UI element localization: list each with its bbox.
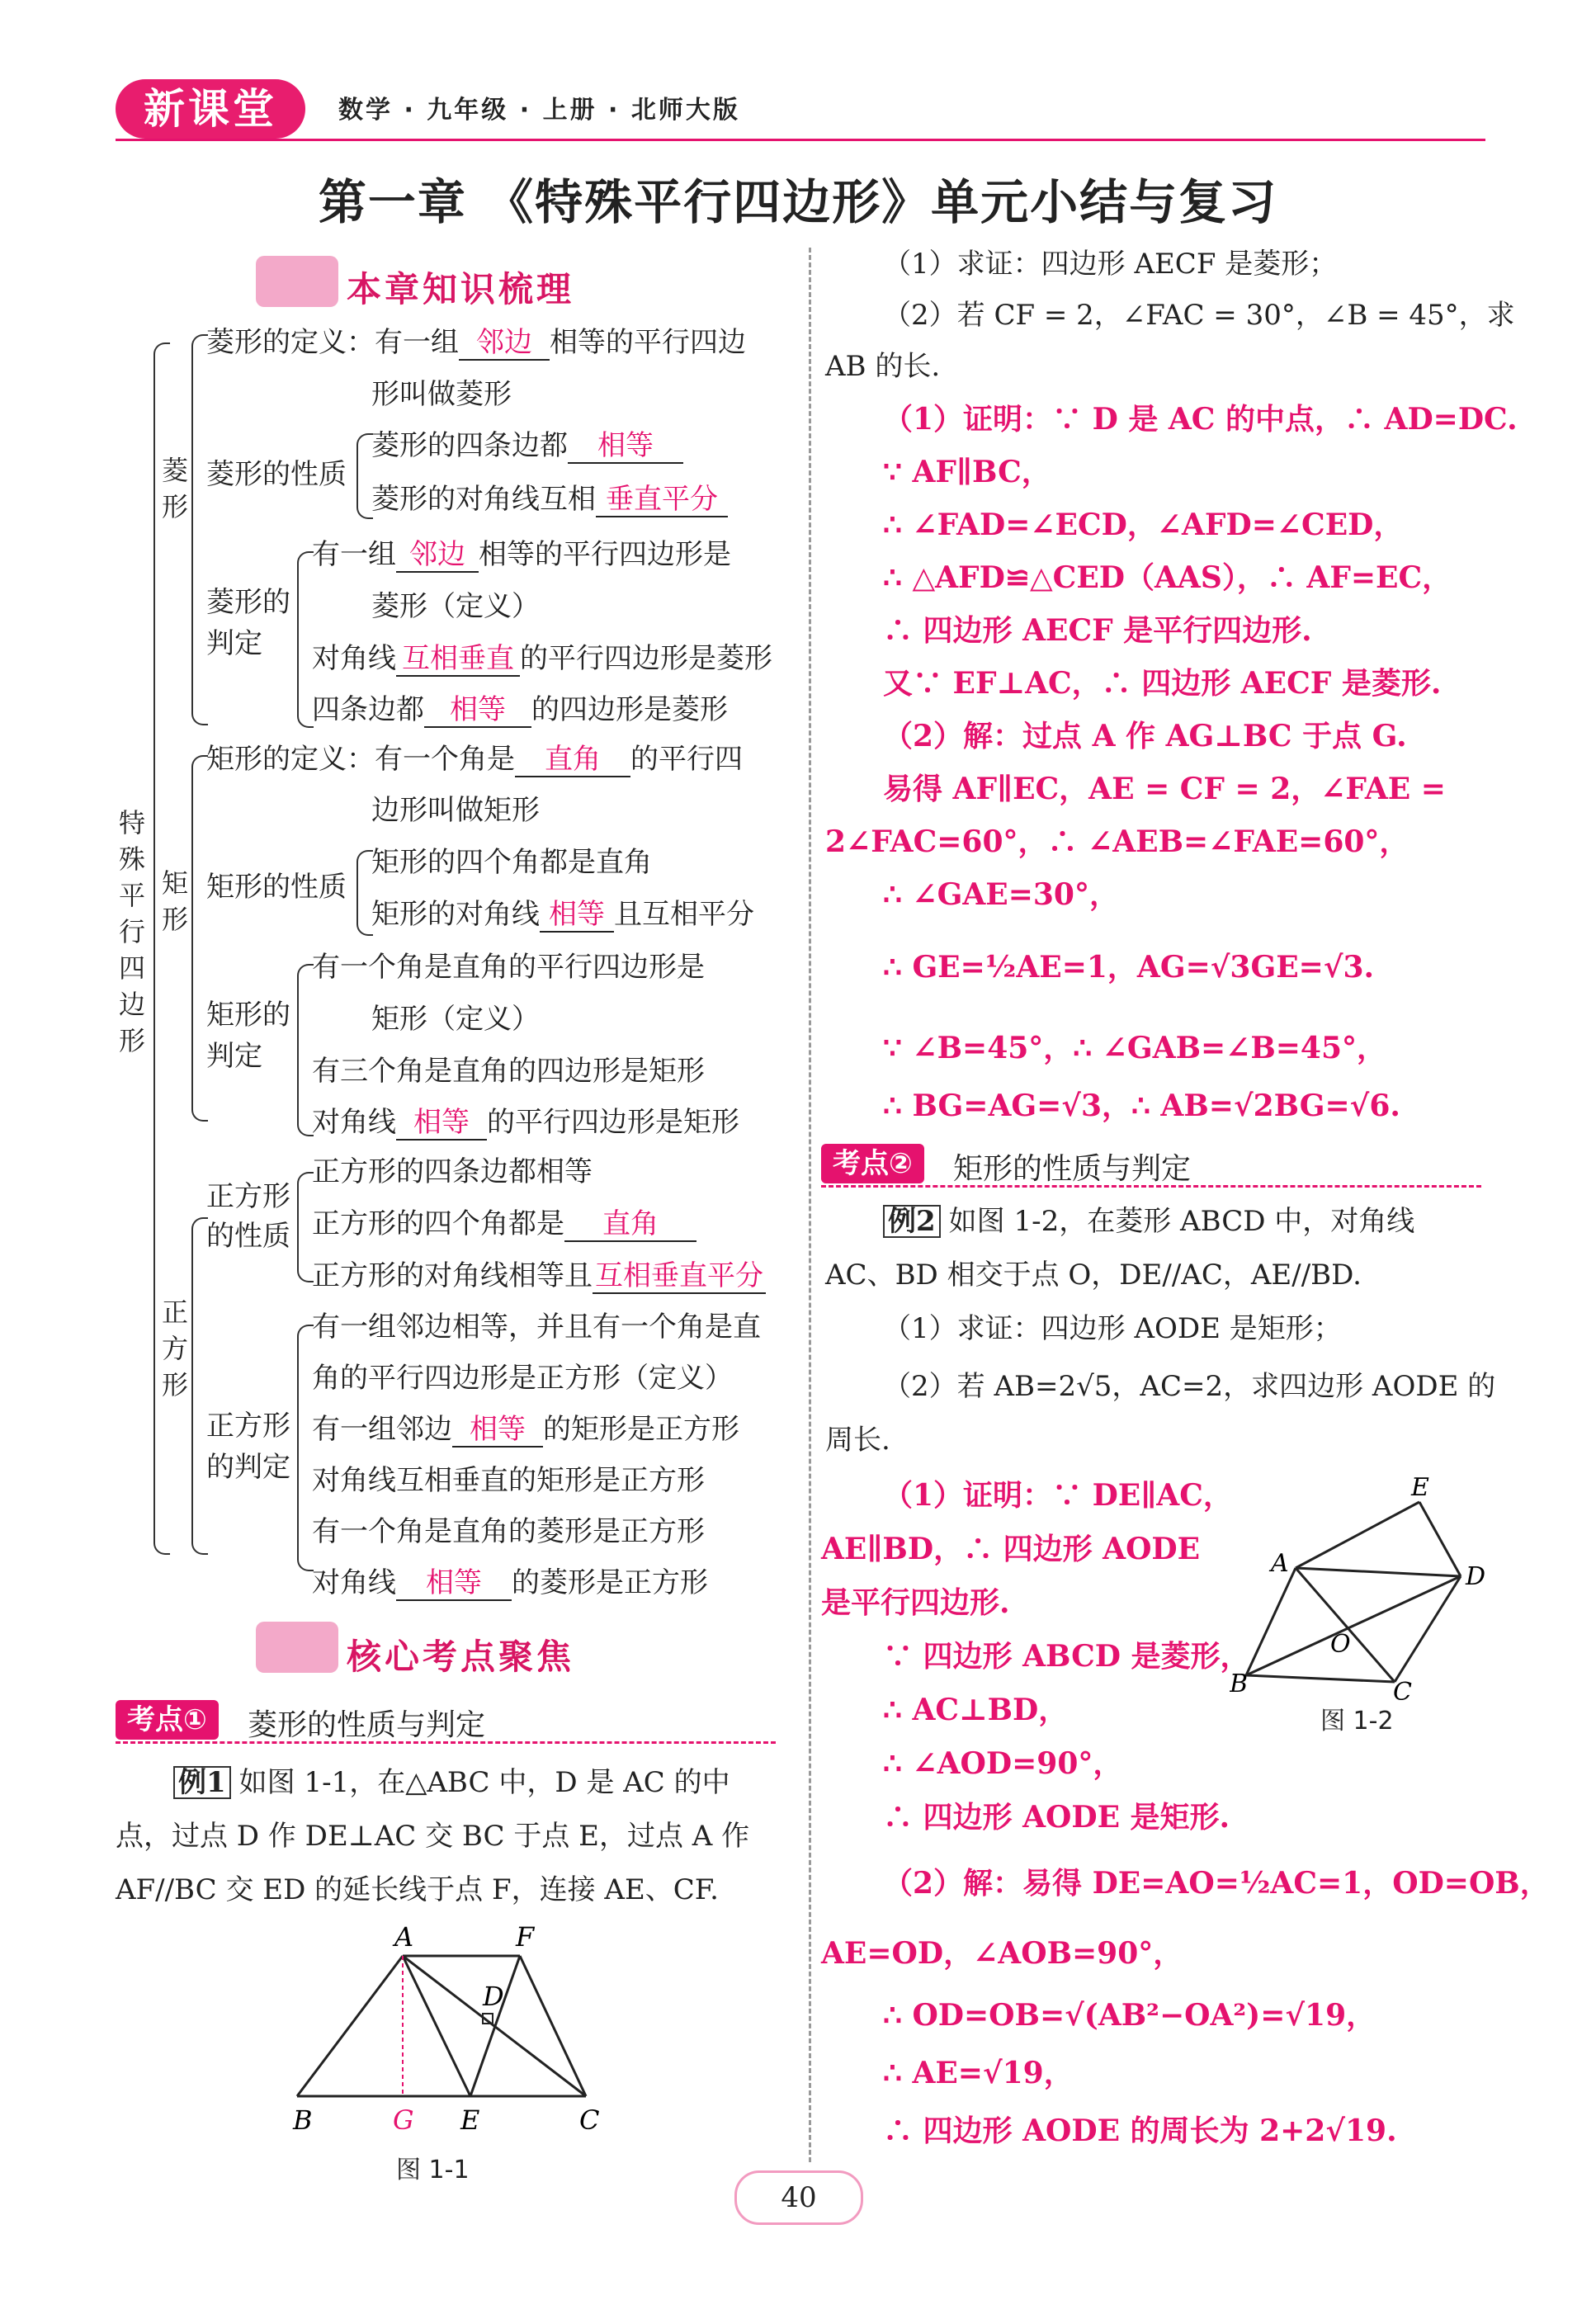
section-title-knowledge: 本章知识梳理 (347, 269, 575, 309)
sol2-line11: ∴ AE=√19， (883, 2056, 1074, 2090)
square-judge-bracket (297, 1325, 314, 1571)
ex1-line1: 例1 如图 1-1，在△ABC 中，D 是 AC 的中 (173, 1766, 730, 1799)
q1-text: （1）求证：四边形 AECF 是菱形； (883, 248, 1338, 281)
sol2-line12: ∴ 四边形 AODE 的周长为 2+2√19. (883, 2114, 1397, 2148)
kaodian-1-title: 菱形的性质与判定 (248, 1708, 486, 1742)
rhombus-def-line2: 形叫做菱形 (371, 378, 512, 411)
rect-judge3: 对角线 相等 的平行四边形是矩形 (312, 1106, 739, 1139)
point-E2: E (1411, 1473, 1429, 1502)
ex1-line2: 点，过点 D 作 DE⊥AC 交 BC 于点 E，过点 A 作 (116, 1820, 750, 1853)
kaodian-1-badge: 考点① (116, 1700, 219, 1740)
rect-judge1: 有一个角是直角的平行四边形是 (312, 951, 705, 984)
sol1-line3: ∴ ∠FAD=∠ECD，∠AFD=∠CED， (883, 508, 1404, 542)
sol1-line1: （1）证明：∵ D 是 AC 的中点，∴ AD=DC. (883, 402, 1518, 437)
square-prop1: 正方形的四条边都相等 (312, 1155, 593, 1188)
brand-logo: 新课堂 (116, 79, 305, 139)
rect-prop-bracket (357, 850, 373, 936)
point-B2: B (1230, 1670, 1249, 1698)
square-judge4: 有一个角是直角的菱形是正方形 (312, 1515, 705, 1548)
ex1-line3: AF//BC 交 ED 的延长线于点 F，连接 AE、CF. (116, 1873, 719, 1906)
rect-judge2: 有三个角是直角的四边形是矩形 (312, 1055, 705, 1088)
sol2-line10: ∴ OD=OB=√(AB²−OA²)=√19， (883, 1998, 1376, 2033)
sol2-line1: （1）证明：∵ DE∥AC， (883, 1478, 1233, 1513)
rect-prop2: 矩形的对角线 相等 且互相平分 (371, 898, 754, 931)
tree-root-label: 特殊平行四边形 (118, 807, 145, 1056)
rect-prop1: 矩形的四个角都是直角 (371, 846, 652, 879)
rect-def-line1: 矩形的定义：有一个角是 直角 的平行四 (206, 743, 743, 776)
column-divider (809, 248, 811, 2162)
q2-text-line1: （2）若 CF = 2，∠FAC = 30°，∠B = 45°，求 (883, 299, 1515, 332)
ex2-line2: AC、BD 相交于点 O，DE//AC，AE//BD. (825, 1259, 1362, 1292)
square-prop-label1: 正方形 (206, 1180, 290, 1213)
sol1-line8: 易得 AF∥EC，AE = CF = 2，∠FAE = (883, 772, 1446, 806)
square-prop3: 正方形的对角线相等且互相垂直平分 (312, 1259, 766, 1294)
square-judge5: 对角线 相等 的菱形是正方形 (312, 1566, 708, 1599)
rhombus-judge2: 对角线 互相垂直 的平行四边形是菱形 (312, 642, 772, 675)
rhombus-def-line1: 菱形的定义：有一组 邻边 相等的平行四边 (206, 326, 746, 359)
page-title: 第一章 《特殊平行四边形》单元小结与复习 (318, 174, 1278, 230)
sol2-line5: ∴ AC⊥BD， (883, 1693, 1069, 1727)
rect-judge-bracket (297, 964, 314, 1136)
square-bracket (191, 1217, 208, 1555)
point-A2: A (1271, 1549, 1289, 1578)
ex2-q2-line2: 周长. (825, 1424, 890, 1457)
point-A: A (394, 1923, 414, 1953)
sol2-line9: AE=OD，∠AOB=90°， (821, 1936, 1183, 1971)
point-D2: D (1466, 1562, 1486, 1591)
rhombus-bracket (191, 334, 208, 725)
kaodian-2-badge: 考点② (821, 1144, 924, 1183)
subject-label: 数学 · 九年级 · 上册 · 北师大版 (338, 96, 740, 125)
rect-judge-label1: 矩形的 (206, 999, 290, 1032)
point-C2: C (1393, 1678, 1412, 1700)
point-G: G (393, 2104, 414, 2136)
focus-icon (256, 1622, 338, 1673)
square-judge3: 对角线互相垂直的矩形是正方形 (312, 1464, 705, 1497)
rhombus-judge3: 四条边都 相等 的四边形是菱形 (312, 693, 728, 726)
fig1-caption: 图 1-1 (396, 2156, 470, 2184)
rhombus-prop1: 菱形的四条边都 相等 (371, 429, 683, 464)
point-O2: O (1330, 1630, 1351, 1659)
rhombus-prop-bracket (357, 433, 373, 519)
sol1-line12: ∵ ∠B=45°，∴ ∠GAB=∠B=45°， (883, 1031, 1387, 1065)
sol1-line9: 2∠FAC=60°，∴ ∠AEB=∠FAE=60°， (825, 824, 1409, 859)
square-judge-label2: 的判定 (206, 1451, 290, 1484)
point-B: B (293, 2104, 313, 2136)
rect-prop-label: 矩形的性质 (206, 871, 347, 904)
rect-judge-label2: 判定 (206, 1040, 262, 1073)
rect-bracket (191, 755, 208, 1122)
kaodian-2-title: 矩形的性质与判定 (953, 1152, 1192, 1186)
sol1-line4: ∴ △AFD≌△CED（AAS），∴ AF=EC， (883, 560, 1452, 595)
rhombus-judge-label1: 菱形的 (206, 586, 290, 619)
rect-label: 矩形 (161, 867, 188, 935)
ex2-q2-line1: （2）若 AB=2√5，AC=2，求四边形 AODE 的 (883, 1370, 1496, 1403)
square-judge1: 有一组邻边相等，并且有一个角是直 (312, 1311, 761, 1344)
rhombus-label: 菱形 (161, 455, 188, 522)
rect-judge1-cont: 矩形（定义） (371, 1003, 540, 1036)
rhombus-prop-label: 菱形的性质 (206, 458, 347, 491)
square-label: 正方形 (161, 1296, 188, 1400)
kaodian-2-underline (821, 1185, 1481, 1188)
figure-1-1 (272, 1923, 619, 2146)
square-judge-label1: 正方形 (206, 1410, 290, 1443)
header-divider (116, 139, 1485, 141)
sol1-line11: ∴ GE=½AE=1，AG=√3GE=√3. (883, 950, 1375, 985)
sol1-line5: ∴ 四边形 AECF 是平行四边形. (883, 613, 1312, 648)
sol2-line4: ∵ 四边形 ABCD 是菱形， (883, 1639, 1250, 1674)
fig2-caption: 图 1-2 (1320, 1707, 1394, 1736)
kaodian-1-underline (116, 1741, 776, 1744)
figure-1-2 (1230, 1469, 1494, 1700)
rhombus-judge-bracket (297, 551, 314, 728)
sol1-line13: ∴ BG=AG=√3，∴ AB=√2BG=√6. (883, 1089, 1400, 1123)
rhombus-judge1-cont: 菱形（定义） (371, 590, 540, 623)
point-F: F (516, 1923, 535, 1953)
section-title-focus: 核心考点聚焦 (347, 1637, 575, 1677)
point-D: D (483, 1981, 504, 2012)
square-judge2: 有一组邻边 相等 的矩形是正方形 (312, 1413, 739, 1446)
ex2-line1: 例2 如图 1-2，在菱形 ABCD 中，对角线 (883, 1205, 1414, 1238)
square-judge1-cont: 角的平行四边形是正方形（定义） (312, 1362, 733, 1395)
rhombus-prop2: 菱形的对角线互相 垂直平分 (371, 483, 728, 517)
sol1-line7: （2）解：过点 A 作 AG⊥BC 于点 G. (883, 719, 1407, 753)
point-C: C (579, 2104, 600, 2136)
sol2-line2: AE∥BD，∴ 四边形 AODE (821, 1532, 1201, 1566)
sol2-line3: 是平行四边形. (821, 1585, 1010, 1620)
sol1-line6: 又∵ EF⊥AC，∴ 四边形 AECF 是菱形. (883, 666, 1442, 701)
square-prop-bracket (297, 1172, 314, 1282)
q2-text-line2: AB 的长. (825, 350, 941, 383)
square-prop2: 正方形的四个角都是 直角 (312, 1207, 696, 1242)
rect-def-line2: 边形叫做矩形 (371, 794, 540, 827)
sol2-line8: （2）解：易得 DE=AO=½AC=1，OD=OB， (883, 1866, 1550, 1901)
point-E: E (460, 2104, 480, 2136)
sol1-line10: ∴ ∠GAE=30°， (883, 877, 1119, 912)
sol2-line7: ∴ 四边形 AODE 是矩形. (883, 1800, 1230, 1835)
sol1-line2: ∵ AF∥BC， (883, 455, 1051, 489)
rhombus-judge-label2: 判定 (206, 627, 262, 660)
book-icon (256, 256, 338, 307)
rhombus-judge1: 有一组 邻边 相等的平行四边形是 (312, 538, 731, 571)
sol2-line6: ∴ ∠AOD=90°， (883, 1746, 1123, 1781)
ex2-q1: （1）求证：四边形 AODE 是矩形； (883, 1312, 1342, 1345)
page-number: 40 (734, 2170, 863, 2225)
square-prop-label2: 的性质 (206, 1220, 290, 1253)
